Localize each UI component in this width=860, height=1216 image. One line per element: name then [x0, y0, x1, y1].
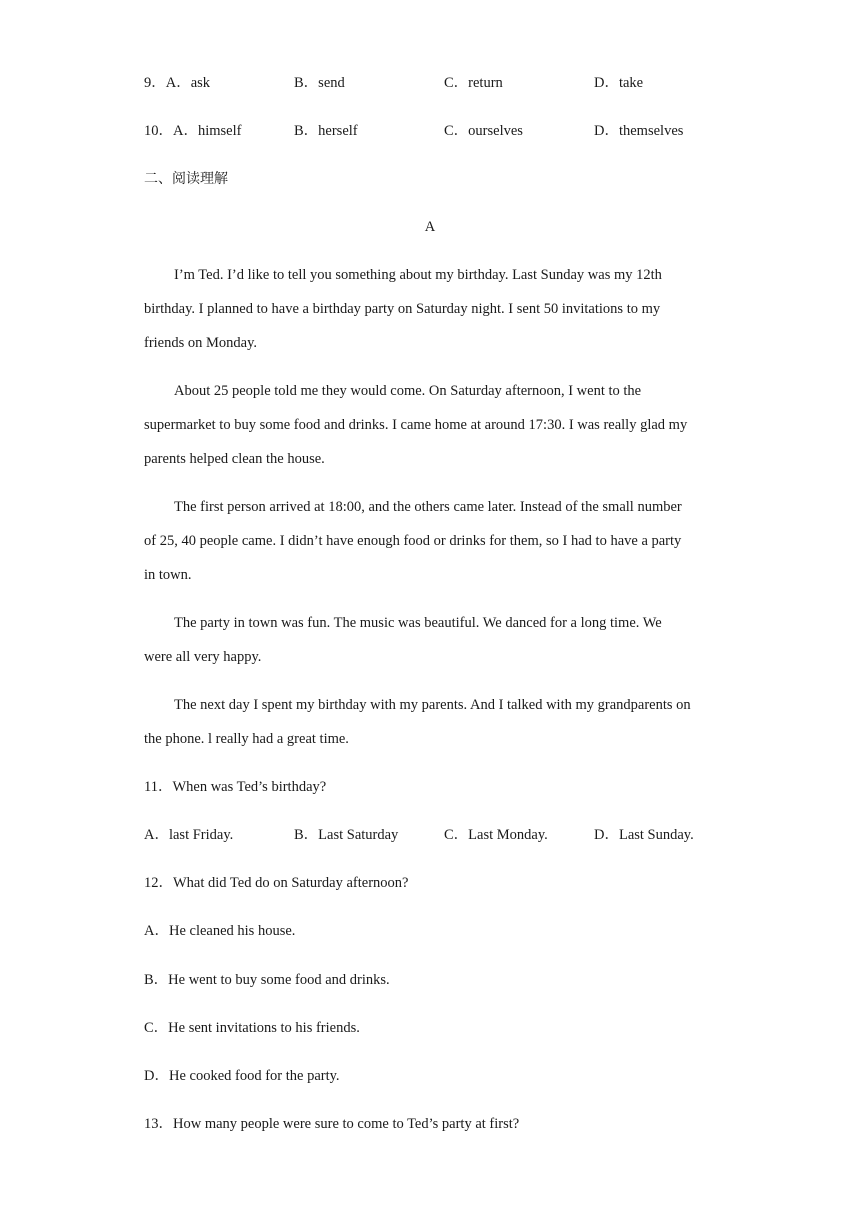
passage-paragraph-1 [144, 266, 719, 368]
q11-option-b: B．Last Saturday [294, 827, 399, 843]
question-9-options [144, 74, 744, 92]
q12-option-d: D．He cooked food for the party. [144, 1068, 340, 1084]
paragraph-line: I’m Ted. I’d like to tell you something about my birthday. Last Sunday was my 12th [174, 267, 662, 283]
question-10-options [144, 122, 744, 140]
paragraph-line: About 25 people told me they would come. On Saturday afternoon, I went to the [174, 383, 642, 399]
paragraph-line: friends on Monday. [144, 335, 258, 351]
paragraph-line: birthday. I planned to have a birthday party on Saturday night. I sent 50 invitations to my [144, 301, 661, 317]
paragraph-line: the phone. l really had a great time. [144, 731, 349, 747]
q12-option-a: A．He cleaned his house. [144, 923, 296, 939]
paragraph-line: of 25, 40 people came. I didn’t have enough food or drinks for them, so I had to have a party [144, 533, 682, 549]
q10-option-a: 10．A．himself [144, 123, 242, 139]
passage-paragraph-5 [144, 696, 719, 764]
q12-option-c: C．He sent invitations to his friends. [144, 1020, 360, 1036]
q9-option-b: B．send [294, 75, 345, 91]
q9-option-c: C．return [444, 75, 503, 91]
passage-label: A [424, 219, 436, 235]
section-title: 二、阅读理解 [144, 171, 228, 187]
q11-option-a: A．last Friday. [144, 827, 234, 843]
passage-paragraph-3 [144, 498, 719, 600]
q11-option-c: C．Last Monday. [444, 827, 548, 843]
q11-option-d: D．Last Sunday. [594, 827, 694, 843]
paragraph-line: parents helped clean the house. [144, 451, 325, 467]
q10-option-b: B．herself [294, 123, 358, 139]
q9-option-a: 9．A．ask [144, 75, 211, 91]
q10-option-c: C．ourselves [444, 123, 523, 139]
paragraph-line: The party in town was fun. The music was beautiful. We danced for a long time. We [174, 615, 662, 631]
q12-option-b: B．He went to buy some food and drinks. [144, 972, 390, 988]
paragraph-line: The next day I spent my birthday with my parents. And I talked with my grandparents on [174, 697, 691, 713]
paragraph-line: in town. [144, 567, 192, 583]
q9-option-d: D．take [594, 75, 644, 91]
paragraph-line: The first person arrived at 18:00, and the others came later. Instead of the small number [174, 499, 682, 515]
paragraph-line: were all very happy. [144, 649, 262, 665]
question-12-stem: 12．What did Ted do on Saturday afternoon? [144, 875, 409, 891]
q10-option-d: D．themselves [594, 123, 684, 139]
question-13-stem: 13．How many people were sure to come to Ted’s party at first? [144, 1116, 520, 1132]
paragraph-line: supermarket to buy some food and drinks. I came home at around 17:30. I was really glad my [144, 417, 688, 433]
question-11-options [144, 826, 744, 844]
question-11-stem: 11．When was Ted’s birthday? [144, 779, 327, 795]
passage-paragraph-2 [144, 382, 719, 484]
passage-paragraph-4 [144, 614, 719, 682]
